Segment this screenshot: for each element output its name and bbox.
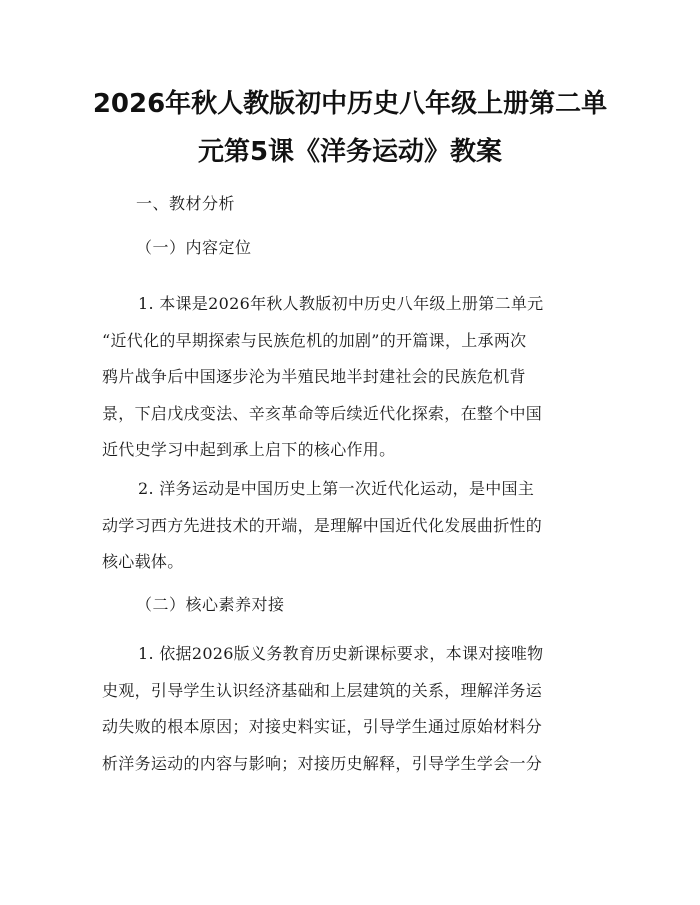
paragraph-line: 动失败的根本原因；对接史料实证，引导学生通过原始材料分	[102, 717, 543, 736]
paragraph-line: 1. 依据2026版义务教育历史新课标要求，本课对接唯物	[138, 644, 544, 663]
paragraph-line: 析洋务运动的内容与影响；对接历史解释，引导学生学会一分	[102, 753, 543, 773]
paragraph-line: 核心载体。	[102, 552, 184, 571]
document-title-line-2: 元第5课《洋务运动》教案	[197, 137, 503, 167]
paragraph-line: 1. 本课是2026年秋人教版初中历史八年级上册第二单元	[138, 294, 544, 313]
paragraph-line: 鸦片战争后中国逐步沦为半殖民地半封建社会的民族危机背	[102, 367, 526, 386]
paragraph-line: 动学习西方先进技术的开端，是理解中国近代化发展曲折性的	[102, 515, 543, 535]
paragraph-line: 景，下启戊戌变法、辛亥革命等后续近代化探索，在整个中国	[102, 403, 543, 423]
paragraph-line: 史观，引导学生认识经济基础和上层建筑的关系，理解洋务运	[102, 680, 543, 700]
paragraph-2	[102, 471, 600, 581]
subsection-heading-content-positioning: （一）内容定位	[136, 238, 252, 257]
document-title-line-1: 2026年秋人教版初中历史八年级上册第二单	[92, 89, 608, 119]
paragraph-1	[102, 286, 600, 469]
paragraph-3	[102, 636, 600, 782]
section-heading-textbook-analysis: 一、教材分析	[136, 194, 236, 213]
paragraph-line: 2. 洋务运动是中国历史上第一次近代化运动，是中国主	[138, 479, 535, 498]
subsection-heading-core-literacy: （二）核心素养对接	[136, 595, 285, 614]
paragraph-line: “近代化的早期探索与民族危机的加剧”的开篇课，上承两次	[102, 330, 527, 350]
paragraph-line: 近代史学习中起到承上启下的核心作用。	[102, 440, 396, 459]
